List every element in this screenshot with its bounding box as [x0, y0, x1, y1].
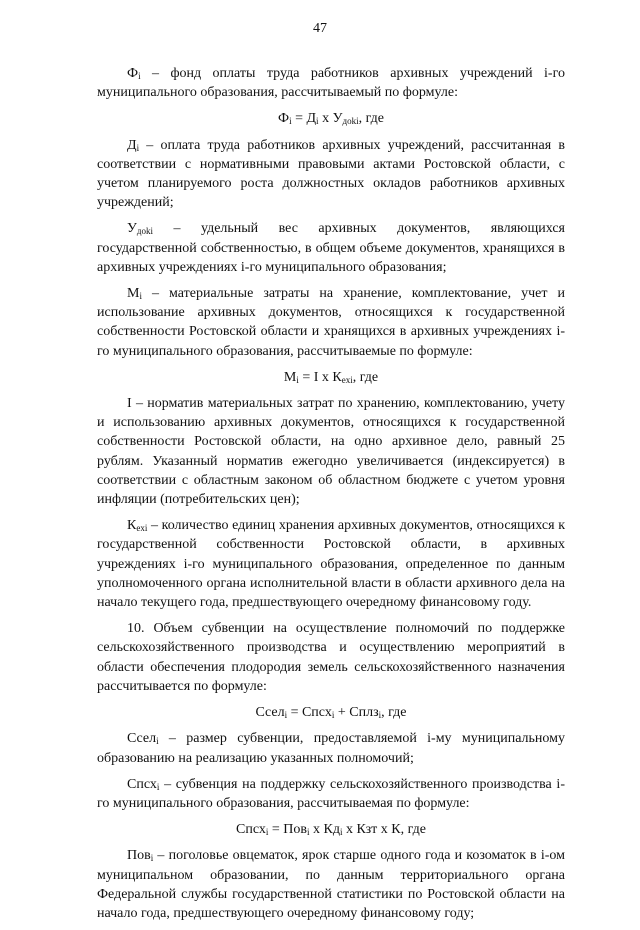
subscript-index: i [265, 827, 269, 838]
subscript-index: i [296, 374, 299, 385]
text-run: = Д [291, 111, 317, 127]
text-run: М [127, 286, 140, 302]
subscript-index: exi [341, 374, 353, 385]
formula [97, 368, 565, 387]
paragraph [97, 219, 565, 277]
text-run: + Сплз [334, 705, 379, 721]
paragraph [97, 136, 565, 213]
subscript-index: i [138, 71, 141, 81]
text-run: 10. Объем субвенции на осуществление полномочий по поддержке сельскохозяйственного производства и осуществлению мероприятий в области обеспечения плодородия земель сельскохозяйственного назначения рассчитывается по формуле: [97, 621, 565, 694]
text-run: – фонд оплаты труда работников архивных учреждений i-го муниципального образования, рассчитываемый по формуле: [97, 66, 565, 101]
text-run: Пов [127, 848, 151, 864]
text-run: – количество единиц хранения архивных документов, относящихся к государственной собственности Ростовской области, в архивных учреждениях i-го муниципального образования, определенное по данным уполномоченного органа исполнительной власти в области архивного дела на начало текущего года, предшествующего очередному финансовому году. [97, 518, 565, 611]
text-run: Спсх [127, 776, 157, 792]
paragraph [97, 284, 565, 361]
text-run: = Спсх [287, 705, 332, 721]
subscript-index: доki [342, 116, 359, 127]
text-run: У [127, 221, 137, 237]
paragraph [97, 619, 565, 696]
subscript-index: i [150, 853, 154, 864]
formula [97, 820, 565, 839]
text-run: Д [127, 137, 137, 153]
subscript-index: i [306, 827, 310, 838]
paragraph [97, 64, 565, 102]
subscript-index: i [316, 116, 319, 127]
subscript-index: i [156, 781, 160, 792]
text-run: – поголовье овцематок, ярок старше одного года и козоматок в i-ом муниципальном образовании, по данным территориального органа Федеральной службы государственной статистики по Ростовской области на начало года, предшествующего очередному финансовому году; [97, 848, 565, 921]
subscript-index: i [339, 827, 343, 838]
text-run: х Кд [309, 822, 340, 838]
text-run: Ф [127, 66, 139, 81]
paragraph [97, 846, 565, 923]
document-body [97, 64, 565, 930]
subscript-index: i [139, 291, 142, 302]
text-run: – материальные затраты на хранение, комплектование, учет и использование архивных документов, относящихся к государственной собственности Ростовской области и хранящихся в архивных учреждениях i-го муниципального образования, рассчитываемые по формуле: [97, 286, 565, 359]
subscript-index: i [331, 710, 335, 721]
text-run: Спсх [235, 822, 266, 838]
text-run: х У [318, 111, 343, 127]
formula [97, 109, 565, 128]
text-run: = Пов [268, 822, 307, 838]
text-run: М [283, 369, 297, 385]
paragraph [97, 729, 565, 767]
text-run: х Кзт х К, где [342, 822, 427, 838]
text-run: , где [381, 705, 407, 721]
subscript-index: exi [136, 523, 148, 534]
formula [97, 703, 565, 722]
subscript-index: i [378, 710, 382, 721]
text-run: , где [352, 369, 379, 385]
text-run: I – норматив материальных затрат по хранению, комплектованию, учету и использованию архивных документов, относящихся к государственной собственности Ростовской области, на одно архивное дело, равный 25 рублям. Указанный норматив ежегодно увеличивается (индексируется) в соответствии с областным законом об областном бюджете с учетом уровня инфляции (потребительских цен); [97, 396, 565, 508]
text-run: Ссел [127, 731, 157, 747]
text-run: – субвенция на поддержку сельскохозяйственного производства i-го муниципального образования, рассчитываемая по формуле: [97, 776, 565, 811]
text-run: = I х К [298, 369, 342, 385]
text-run: – удельный вес архивных документов, являющихся государственной собственностью, в общем объеме документов, хранящихся в архивных учреждениях i-го муниципального образования; [97, 221, 565, 275]
page-number: 47 [313, 21, 327, 36]
subscript-index: i [136, 142, 140, 153]
text-run: Ф [278, 111, 290, 127]
text-run: , где [358, 111, 384, 127]
text-run: – размер субвенции, предоставляемой i-му муниципальному образованию на реализацию указанных полномочий; [97, 731, 565, 766]
text-run: К [127, 518, 137, 534]
text-run: Ссел [255, 705, 285, 721]
paragraph [97, 394, 565, 509]
subscript-index: i [284, 710, 288, 721]
subscript-index: i [289, 116, 292, 127]
subscript-index: доki [136, 226, 154, 237]
subscript-index: i [156, 736, 159, 747]
paragraph [97, 775, 565, 813]
text-run: – оплата труда работников архивных учреждений, рассчитанная в соответствии с нормативными правовыми актами Ростовской области, с учетом планируемого роста должностных окладов работников архивных учреждений; [97, 137, 565, 211]
paragraph [97, 516, 565, 612]
